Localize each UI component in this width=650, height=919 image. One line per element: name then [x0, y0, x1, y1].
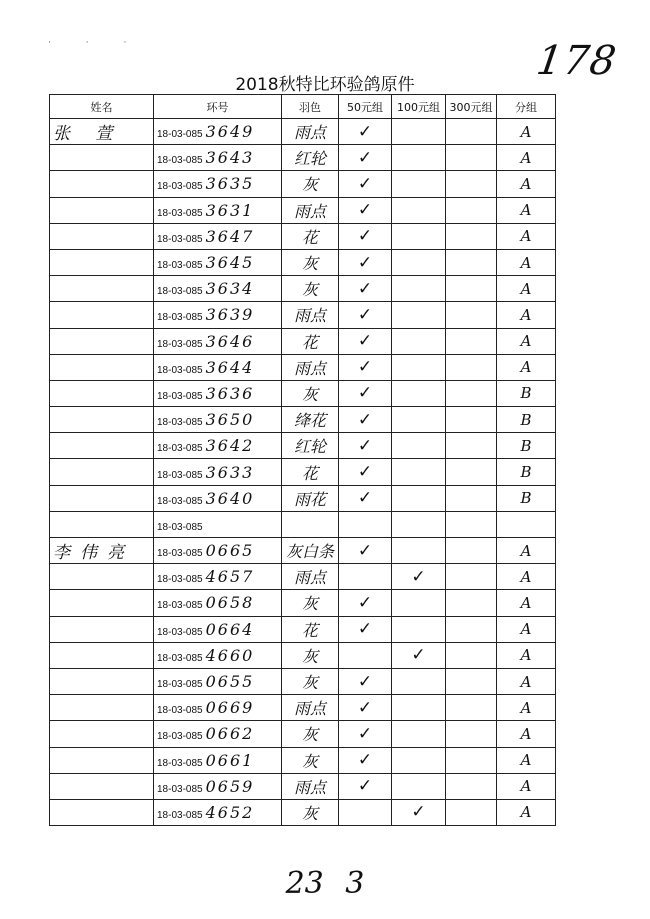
group-300-mark [446, 538, 497, 564]
ring-prefix: 18-03-085 [157, 338, 203, 350]
ring-number-cell [154, 590, 282, 616]
group-letter-cell: A [497, 302, 556, 328]
feather-color-cell: 灰白条 [282, 538, 339, 564]
group-letter-cell: A [497, 642, 556, 668]
table-row [50, 249, 556, 275]
table-row [50, 564, 556, 590]
ring-prefix: 18-03-085 [157, 233, 203, 245]
table-row [50, 302, 556, 328]
group-letter-cell: B [497, 433, 556, 459]
ring-number-cell [154, 328, 282, 354]
group-50-mark: ✓ [339, 747, 392, 773]
group-300-mark [446, 197, 497, 223]
group-100-mark: ✓ [392, 564, 446, 590]
feather-color-cell: 雨点 [282, 197, 339, 223]
owner-name-cell [50, 721, 154, 747]
group-300-mark [446, 171, 497, 197]
group-letter-cell: A [497, 223, 556, 249]
feather-color-cell: 灰 [282, 380, 339, 406]
group-50-mark [339, 642, 392, 668]
ring-number-cell [154, 249, 282, 275]
group-100-mark [392, 171, 446, 197]
group-letter-cell: A [497, 354, 556, 380]
group-300-mark [446, 119, 497, 145]
feather-color-cell: 雨点 [282, 354, 339, 380]
feather-color-cell: 雨点 [282, 302, 339, 328]
group-300-mark [446, 302, 497, 328]
group-300-mark [446, 433, 497, 459]
owner-name-cell [50, 511, 154, 537]
group-100-mark [392, 590, 446, 616]
group-300-mark [446, 616, 497, 642]
feather-color-cell: 雨点 [282, 773, 339, 799]
group-letter-cell: A [497, 538, 556, 564]
feather-color-cell: 雨花 [282, 485, 339, 511]
table-row [50, 668, 556, 694]
group-50-mark [339, 799, 392, 825]
ring-prefix: 18-03-085 [157, 600, 203, 612]
ring-prefix: 18-03-085 [157, 652, 203, 664]
group-50-mark: ✓ [339, 590, 392, 616]
ring-prefix: 18-03-085 [157, 129, 203, 141]
table-row [50, 485, 556, 511]
ring-suffix: 3640 [205, 488, 255, 508]
table-row [50, 328, 556, 354]
ring-number-cell [154, 747, 282, 773]
group-50-mark: ✓ [339, 485, 392, 511]
table-header-row [50, 95, 556, 119]
group-letter-cell: A [497, 171, 556, 197]
feather-color-cell: 花 [282, 328, 339, 354]
ring-number-cell [154, 433, 282, 459]
group-300-mark [446, 799, 497, 825]
owner-name-cell [50, 249, 154, 275]
group-50-mark: ✓ [339, 773, 392, 799]
ring-number-cell [154, 119, 282, 145]
group-letter-cell: A [497, 721, 556, 747]
group-100-mark [392, 485, 446, 511]
ring-number-cell [154, 721, 282, 747]
feather-color-cell: 红轮 [282, 145, 339, 171]
group-50-mark: ✓ [339, 459, 392, 485]
group-300-mark [446, 249, 497, 275]
group-300-mark [446, 564, 497, 590]
ring-suffix: 4657 [205, 567, 255, 587]
feather-color-cell: 灰 [282, 590, 339, 616]
ring-number-cell [154, 485, 282, 511]
scan-specks: · · · [48, 38, 143, 48]
group-300-mark [446, 642, 497, 668]
feather-color-cell: 花 [282, 459, 339, 485]
owner-name-cell [50, 354, 154, 380]
ring-prefix: 18-03-085 [157, 364, 203, 376]
group-300-mark [446, 668, 497, 694]
owner-name-cell [50, 380, 154, 406]
feather-color-cell: 灰 [282, 171, 339, 197]
group-100-mark [392, 249, 446, 275]
owner-name-cell [50, 485, 154, 511]
ring-prefix: 18-03-085 [157, 207, 203, 219]
ring-number-cell [154, 197, 282, 223]
owner-name-cell [50, 590, 154, 616]
ring-prefix: 18-03-085 [157, 312, 203, 324]
group-letter-cell: B [497, 407, 556, 433]
group-50-mark: ✓ [339, 407, 392, 433]
group-100-mark [392, 773, 446, 799]
group-100-mark: ✓ [392, 642, 446, 668]
ring-suffix: 0655 [205, 672, 255, 692]
table-row [50, 511, 556, 537]
ring-suffix: 3647 [205, 226, 255, 246]
ring-suffix: 3646 [205, 331, 255, 351]
group-letter-cell: A [497, 590, 556, 616]
group-letter-cell [497, 511, 556, 537]
ring-suffix: 0658 [205, 593, 255, 613]
ring-number-cell [154, 538, 282, 564]
group-50-mark [339, 511, 392, 537]
group-100-mark [392, 433, 446, 459]
group-300-mark [446, 485, 497, 511]
ring-suffix: 3643 [205, 148, 255, 168]
ring-prefix: 18-03-085 [157, 390, 203, 402]
group-50-mark: ✓ [339, 223, 392, 249]
ring-number-cell [154, 668, 282, 694]
ring-prefix: 18-03-085 [157, 469, 203, 481]
ring-prefix: 18-03-085 [157, 626, 203, 638]
registration-table [49, 94, 556, 826]
owner-name-cell [50, 302, 154, 328]
header-300-group: 300元组 [446, 95, 497, 119]
feather-color-cell: 灰 [282, 668, 339, 694]
header-ring: 环号 [154, 95, 282, 119]
ring-prefix: 18-03-085 [157, 809, 203, 821]
table-row [50, 538, 556, 564]
ring-prefix: 18-03-085 [157, 574, 203, 586]
owner-name-cell [50, 197, 154, 223]
ring-prefix: 18-03-085 [157, 521, 203, 533]
group-100-mark [392, 668, 446, 694]
table-row [50, 459, 556, 485]
ring-prefix: 18-03-085 [157, 260, 203, 272]
owner-name-cell [50, 642, 154, 668]
ring-suffix: 3639 [205, 305, 255, 325]
group-300-mark [446, 380, 497, 406]
ring-suffix: 3636 [205, 383, 255, 403]
table-row [50, 354, 556, 380]
group-100-mark [392, 380, 446, 406]
group-letter-cell: A [497, 119, 556, 145]
group-300-mark [446, 276, 497, 302]
group-100-mark: ✓ [392, 799, 446, 825]
header-color: 羽色 [282, 95, 339, 119]
group-50-mark: ✓ [339, 328, 392, 354]
table-row [50, 773, 556, 799]
group-letter-cell: A [497, 564, 556, 590]
group-300-mark [446, 223, 497, 249]
ring-suffix: 0665 [205, 541, 255, 561]
feather-color-cell: 灰 [282, 642, 339, 668]
group-letter-cell: A [497, 145, 556, 171]
feather-color-cell [282, 511, 339, 537]
ring-number-cell [154, 145, 282, 171]
ring-prefix: 18-03-085 [157, 443, 203, 455]
feather-color-cell: 雨点 [282, 564, 339, 590]
ring-suffix: 3649 [205, 122, 255, 142]
ring-suffix: 3633 [205, 462, 255, 482]
table-row [50, 433, 556, 459]
owner-name-cell [50, 223, 154, 249]
header-name: 姓名 [50, 95, 154, 119]
owner-name-cell [50, 171, 154, 197]
ring-suffix: 0669 [205, 698, 255, 718]
owner-name-cell [50, 695, 154, 721]
ring-number-cell [154, 171, 282, 197]
group-50-mark: ✓ [339, 302, 392, 328]
group-300-mark [446, 695, 497, 721]
ring-number-cell [154, 564, 282, 590]
owner-name-cell [50, 276, 154, 302]
group-300-mark [446, 590, 497, 616]
group-100-mark [392, 747, 446, 773]
ring-prefix: 18-03-085 [157, 155, 203, 167]
group-50-mark: ✓ [339, 249, 392, 275]
header-50-group: 50元组 [339, 95, 392, 119]
group-100-mark [392, 616, 446, 642]
group-50-mark: ✓ [339, 380, 392, 406]
group-300-mark [446, 328, 497, 354]
group-300-mark [446, 145, 497, 171]
group-300-mark [446, 773, 497, 799]
ring-suffix: 3631 [205, 200, 255, 220]
owner-name-cell: 李伟亮 [50, 538, 154, 564]
group-letter-cell: A [497, 773, 556, 799]
owner-name-cell [50, 145, 154, 171]
group-50-mark: ✓ [339, 276, 392, 302]
ring-number-cell [154, 459, 282, 485]
ring-suffix: 3634 [205, 279, 255, 299]
group-50-mark: ✓ [339, 171, 392, 197]
group-letter-cell: B [497, 485, 556, 511]
owner-name-cell [50, 328, 154, 354]
table-row [50, 145, 556, 171]
group-100-mark [392, 459, 446, 485]
group-300-mark [446, 721, 497, 747]
group-letter-cell: A [497, 616, 556, 642]
header-100-group: 100元组 [392, 95, 446, 119]
owner-name-cell: 张 萱 [50, 119, 154, 145]
feather-color-cell: 灰 [282, 249, 339, 275]
ring-number-cell [154, 616, 282, 642]
feather-color-cell: 灰 [282, 276, 339, 302]
ring-number-cell [154, 799, 282, 825]
group-100-mark [392, 302, 446, 328]
owner-name-cell [50, 459, 154, 485]
ring-prefix: 18-03-085 [157, 495, 203, 507]
group-100-mark [392, 407, 446, 433]
group-letter-cell: A [497, 276, 556, 302]
owner-name-cell [50, 747, 154, 773]
group-letter-cell: A [497, 695, 556, 721]
group-100-mark [392, 538, 446, 564]
ring-prefix: 18-03-085 [157, 679, 203, 691]
group-100-mark [392, 721, 446, 747]
ring-suffix: 3635 [205, 174, 255, 194]
table-row [50, 695, 556, 721]
group-50-mark: ✓ [339, 433, 392, 459]
owner-name-cell [50, 564, 154, 590]
ring-suffix: 0662 [205, 724, 255, 744]
group-50-mark: ✓ [339, 145, 392, 171]
feather-color-cell: 绛花 [282, 407, 339, 433]
feather-color-cell: 灰 [282, 721, 339, 747]
ring-suffix: 0659 [205, 776, 255, 796]
group-300-mark [446, 511, 497, 537]
ring-prefix: 18-03-085 [157, 783, 203, 795]
group-letter-cell: A [497, 799, 556, 825]
owner-name-cell [50, 799, 154, 825]
table-row [50, 197, 556, 223]
feather-color-cell: 灰 [282, 799, 339, 825]
group-300-mark [446, 354, 497, 380]
owner-name-cell [50, 668, 154, 694]
feather-color-cell: 灰 [282, 747, 339, 773]
group-50-mark: ✓ [339, 538, 392, 564]
feather-color-cell: 花 [282, 223, 339, 249]
owner-name-cell [50, 407, 154, 433]
ring-prefix: 18-03-085 [157, 417, 203, 429]
group-50-mark: ✓ [339, 197, 392, 223]
feather-color-cell: 花 [282, 616, 339, 642]
group-letter-cell: A [497, 249, 556, 275]
table-row [50, 799, 556, 825]
ring-suffix: 3644 [205, 357, 255, 377]
group-100-mark [392, 695, 446, 721]
group-300-mark [446, 747, 497, 773]
group-100-mark [392, 511, 446, 537]
table-row [50, 747, 556, 773]
group-100-mark [392, 119, 446, 145]
group-letter-cell: B [497, 380, 556, 406]
table-row [50, 223, 556, 249]
group-letter-cell: A [497, 747, 556, 773]
group-50-mark: ✓ [339, 695, 392, 721]
page-number: 178 [533, 38, 620, 84]
table-row [50, 721, 556, 747]
ring-prefix: 18-03-085 [157, 705, 203, 717]
group-100-mark [392, 354, 446, 380]
group-50-mark: ✓ [339, 616, 392, 642]
group-letter-cell: A [497, 197, 556, 223]
ring-prefix: 18-03-085 [157, 548, 203, 560]
group-letter-cell: A [497, 328, 556, 354]
ring-suffix: 3650 [205, 410, 255, 430]
group-letter-cell: B [497, 459, 556, 485]
ring-suffix: 4660 [205, 645, 255, 665]
ring-number-cell [154, 695, 282, 721]
table-row [50, 590, 556, 616]
ring-prefix: 18-03-085 [157, 731, 203, 743]
ring-number-cell [154, 354, 282, 380]
ring-number-cell [154, 380, 282, 406]
feather-color-cell: 雨点 [282, 695, 339, 721]
group-50-mark: ✓ [339, 668, 392, 694]
group-50-mark [339, 564, 392, 590]
ring-suffix: 0664 [205, 619, 255, 639]
group-100-mark [392, 197, 446, 223]
group-100-mark [392, 276, 446, 302]
group-100-mark [392, 223, 446, 249]
ring-number-cell [154, 407, 282, 433]
ring-suffix: 3645 [205, 253, 255, 273]
ring-number-cell [154, 276, 282, 302]
ring-suffix: 0661 [205, 750, 255, 770]
owner-name-cell [50, 433, 154, 459]
header-group: 分组 [497, 95, 556, 119]
ring-number-cell [154, 223, 282, 249]
group-50-mark: ✓ [339, 721, 392, 747]
ring-number-cell [154, 511, 282, 537]
group-letter-cell: A [497, 668, 556, 694]
ring-number-cell [154, 773, 282, 799]
ring-prefix: 18-03-085 [157, 757, 203, 769]
table-row [50, 380, 556, 406]
ring-number-cell [154, 302, 282, 328]
group-50-mark: ✓ [339, 119, 392, 145]
table-row [50, 642, 556, 668]
table-row [50, 276, 556, 302]
feather-color-cell: 雨点 [282, 119, 339, 145]
group-50-mark: ✓ [339, 354, 392, 380]
ring-prefix: 18-03-085 [157, 181, 203, 193]
owner-name-cell [50, 773, 154, 799]
group-100-mark [392, 145, 446, 171]
table-row [50, 119, 556, 145]
feather-color-cell: 红轮 [282, 433, 339, 459]
group-100-mark [392, 328, 446, 354]
table-row [50, 407, 556, 433]
ring-number-cell [154, 642, 282, 668]
table-row [50, 171, 556, 197]
ring-suffix: 4652 [205, 802, 255, 822]
page-title: 2018秋特比环验鸽原件 [235, 75, 415, 95]
owner-name-cell [50, 616, 154, 642]
ring-suffix: 3642 [205, 436, 255, 456]
group-300-mark [446, 407, 497, 433]
footer-tally: 23 3 [285, 866, 365, 901]
group-300-mark [446, 459, 497, 485]
ring-prefix: 18-03-085 [157, 286, 203, 298]
table-row [50, 616, 556, 642]
